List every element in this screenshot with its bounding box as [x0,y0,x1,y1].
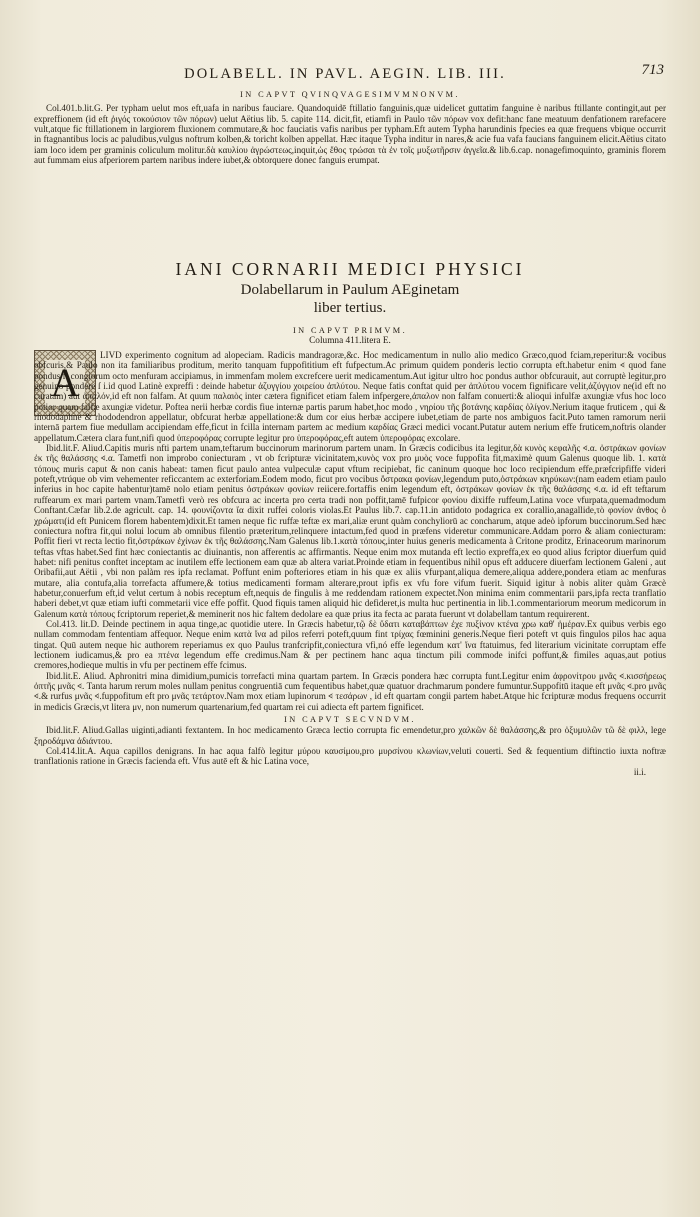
page-number: 713 [641,62,664,78]
book-subtitle: Dolabellarum in Paulum AEginetam [240,282,460,298]
chapter-2-paragraph-2: Col.414.lit.A. Aqua capillos denigrans. In hac aqua falfò legitur μύρου καυσίμου,pro μυρσίνου κλωνίων,veluti couerti. Sed & fequentium diftinctio iuxta noftræ tranflationis ratione in Græcis facienda eft. Vfus autē eft & hic Latina voce, [34,746,666,767]
chapter-59-text: Col.401.b.lit.G. Per typham uelut mos eft,uafa in naribus fauciare. Quandoquidē ftillatio fanguinis,quæ uidelicet guttatim fanguine è naribus ftillante contingit,aut per expreffionem (id eft ῥιγός τοκούσιον τῶν πόρων) uelut Aëtius lib. 5. capite 114. dicit,fit, etiamfi in Paulo τῶν πόρων vox defit:hanc fane meatuum denfationem rarefacere vult,atque fic ftillationem in largiorem fluxionem commutare,& hoc fauciatis vafis naribus per typham.Eft autem Typha harundinis fpecies ea quæ frequens vbique occurrit in ftagnantibus locis ac paludibus,vulgus noftrum kolben,& toricht kolben appellat. Hæc itaque Typha inditur in nares,& acie fua vafa faucians fanguinem elicit.Aëtius citato iam loco idem per graminis coliculum molitur.δὰ καυλίου ἀγρώστεως,inquit,ὡς ἔθος τρώσαι τὰ ἐν τοῖς μυξωτῆρσιν ἀγγεῖα.& lib.6.cap. nonagefimoquinto, graminis florem aut fummam eius afperiorem partem naribus indere iubet,& obtorquere donec fanguis erumpat. [34,103,666,166]
chapter-2-paragraph-1: Ibid.lit.F. Aliud.Gallas uiginti,adianti fextantem. In hoc medicamento Græca lectio corrupta fic emendetur,pro χαλκῶν δὲ θαλάσσης,& pro ὀξυμυλῶν τῶ δὲ φιλλ, lege ξηροδάμνα ἀδιάντου. [34,725,666,746]
chapter-1-paragraph-2: Ibid.lit.F. Aliud.Capitis muris nfti partem unam,teftarum buccinorum marinorum partem unam. In Græcis codicibus ita legitur,δὰ κυνὸς κεφαλῆς 𐅻.α. ὀστράκων φονίων ἐκ τῆς θαλάσσης 𐅻.α. Tametfi non improbo coniecturam , vt ob fcripturæ vicinitatem,κυνὸς vox pro μυὸς voce fuppofita fit,maximè quum Galenus quoque lib. 1. κατὰ τόπους muris caput & non canis habeat: tamen ficut paulo antea vulpeculæ caput vftum recipiebat, fic caninum quoque hoc loco recipiendum effe,præfcripfiffe videri poteft,vtrúque ob vim vehementer reficcantem ac exterforiam.Eodem modo, ficut pro vocibus ὄστρακα φονίων,legendum puto,ὀστράκων κηρύκων:(nam eadem etiam paulo inferius in hoc capite habentur)tamē nolo etiam penitus ὀστράκων φονίων reiicere.fortaffis enim legendum eft, ὀστράκων φονίων ἐκ τῆς θαλάσσης 𐅻.α. id eft teftarum ruffearum ex mari partem vnam.Tametfi verò res obfcura ac incerta pro certa tradi non poffit,tamē fufpicor φονίου dixiffe ruffeum,Latina voce vfurpata,quemadmodum Conftant.Cæfar lib.2.de agricult. cap. 14. φουνίζοντα ἴα dixit ruffei coloris violas.Et Paulus lib.7. cap.11.in antidoto podagrica ex corallio,anagallide,τὸ φονίον ἀνθος ὁ χρώματι(id eft Punicem florem habentem)dixit.Et tamen neque fic ruffæ teftæ ex mari,aliæ erunt quàm conchyliorū ac concharum, atque adeò ipforum buccinorum.Sed hæc coniectura noftra fit,qui nolui locum ab omnibus filentio præteritum,relinquere intactum,fed quod in præfens videretur communicare.Addam porro & aliam coniecturam: Poffit fieri vt recta lectio fit,ὀστράκων ἐχίνων ἐκ τῆς θαλάσσης.Nam Galenus lib.1.κατὰ τόπους,inter huius generis medicamenta à Critone proditz, Erinaceorum marinorum teftas vftas habet.Sed fint hæc coniectantis ac diuinantis, non afferentis ac affirmantis. Neque enim mox mutanda eft lectio expreffa,ex eo quod alius fcriptor diuerfum quid habet: nifi penitus conftet inceptam ac inutilem effe lectionem eam quæ ab altera variat.Proinde etiam in fequentibus nihil opus eft adducere diuerfam lectionem Galeni , aut Oribafii,aut Aëtii , vbi non palàm res ipfa reclamat. Poffunt enim pofteriores etiam in his quæ ex aliis vfurpant,aliqua demere,aliqua addere,pondera etiam ac menfuras mutare, alia contufa,alia torrefacta affumere,& totius medicamenti formam alterare,prout ipfis ex vfu fore vifum fuerit. Siquid igitur à nobis aliter quàm Græcè habetur,conuerfum eft,id velut certum à nobis receptum eft,nequis de fingulis à me reddendam rationem expectet.Non minima enim commentarii pars,ipfa recta tranflatio haberi debet,vt quæ etiam iufti commetarii vice effe poffit. Quod fiquis tamen aliquid hic defideret,is multa huc pertinentia in lib.1.commentariorum meorum medicorum in Galenum κατὰ τόπους fcriptorum reperiet,& meminerit nos hic faltem dedolare ea quæ prius ita fecta ac parata fuerunt vt dolabellam tantum requirerent. [34,443,666,619]
chapter-59-heading: IN CAPVT QVINQVAGESIMVMNONVM. [240,90,460,99]
chapter-59-section [34,90,666,165]
chapter-1-body [34,350,666,777]
chapter-1-paragraph-3: Col.413. lit.D. Deinde pectinem in aqua tinge,ac quotidie utere. In Græcis habetur,τῷ δὲ ὕδατι καταβάπτων ἐχε πυξίνον κτένα χρω καθ' ἡμέραν.Ex quibus verbis ego nullam commodam fententiam affequor. Neque enim κατὰ ἴνα ad pilos referri poteft,quum fint τρίχας fœminini generis.Neque fieri poteft vt quis fingulos pilos hac aqua tingat. Quū autem neque hic authorem reperiamus ex quo Paulus tranfcripfit,coniectura vfi,nó effe legendum κατ' ἴνα ftatuimus, fed literarium vicinitate corruptam effe lectionem iudicamus,& pro ea πτένα legendum effe credimus.Nam & per pectinem hanc aqua tinctum pili commode inifci poffunt,& fimiles aquas,aut potius cremores,hodieque multis in vfu per pectinem effe fcimus. [34,618,666,671]
running-head: DOLABELL. IN PAVL. AEGIN. LIB. III. [184,66,506,82]
chapter-1-heading: IN CAPVT PRIMVM. [292,326,408,335]
chapter-2-heading: IN CAPVT SECVNDVM. [284,715,416,725]
chapter-1-paragraph-1: LIVD experimento cognitum ad alopeciam. Radicis mandragoræ,&c. Hoc medicamentum in nullo alio medico Græco,quod fciam,reperitur:& vocibus obfcuris,& Paulo non ita familiaribus proditum, merito tanquam fuppofititium eft fufpectum.Ac primum quidem ponderis lectio corrupta eft.habetur enim 𐅻 quod fane pondus fi congiorum octo menfuram accipiamus, in immenfam molem excrefcere uerit medicamentum.Aut igitur ultro hoc pondus author obfcurauit, aut corruptè legitur,pro genuino pondere ſ i.id quod Latinè expreffi : deinde habetur ἀζυγγίου χοιρείου ἀπλύτου. Neque fatis conftat quid per ἀπλύτου vocem fignificare velit,ἀζύγγιον ne(id eft no curatam) aut ἀπαλόν,id eft non falfam. At quum παλαιὸς inter cætera fignificet etiam falem infpergere,ἀπαλον non falfam conuerti:& alioqui infulfæ axungiæ vfus hoc loco potior quam falfæ axungiæ videtur. Poftea nerii herbæ cordis fiue internæ partis parum habet,hoc modo , νηρίου τῆς βοτάνης καρδίας ὀλίγον.Nerium itaque fruticem , qui & rhododaphne & rhododendron appellatur, obfcurat herbæ appellatione:& dum cor eius herbæ accipere iubet,etiam de parte nos ambiguos facit.Puto tamen ramorum nerii internā partem fiue medullam accipiendam effe,ficut in fcilla internam partem ac medium καρδίας Græci medici vocant.Putatur autem nerium effe fruticem,noftris olander appellatum.Cætera clara funt,nifi quod ὑπεροφόρας corrupte legitur pro ὑπεροφόρας,eft autem ὑπεροφόρας excolare. [34,350,666,443]
drop-cap-letter: A [45,360,86,406]
book-title: IANI CORNARII MEDICI PHYSICI [175,259,525,279]
chapter-1-header [34,326,666,347]
catchword: ii.i. [633,766,646,777]
book-subtitle-liber: liber tertius. [313,300,387,316]
column-reference: Columna 411.litera E. [309,336,391,347]
chapter-1-paragraph-4: Ibid.lit.E. Aliud. Aphronitri mina dimidium,pumicis torrefacti mina quartam partem. In Græcis pondera hæc corrupta funt.Legitur enim ἀφρονίτρου μνᾶς 𐅻.κισσήρεως ὀπτῆς μνᾶς 𐅻. Tanta harum rerum moles nullam penitus congruentiā cum fequentibus habet,quæ quatuor drachmarum pondere fumuntur.Suppofitū itaque eft μνᾶς 𐅻.pro μνᾶς 𐅻.& rurfus μνᾶς 𐅻.fuppofitum eft pro μνᾶς τετάρτον.Nam mox etiam lupinorum 𐅻 τεσάρων , id eft quartam congii partem habet.Atque hic fcripturæ modus frequens occurrit in medicis Græcis,vt litera μν, non numerum quartenarium,fed quartam rei cui adiecta eft partem fignificet. [34,670,666,712]
